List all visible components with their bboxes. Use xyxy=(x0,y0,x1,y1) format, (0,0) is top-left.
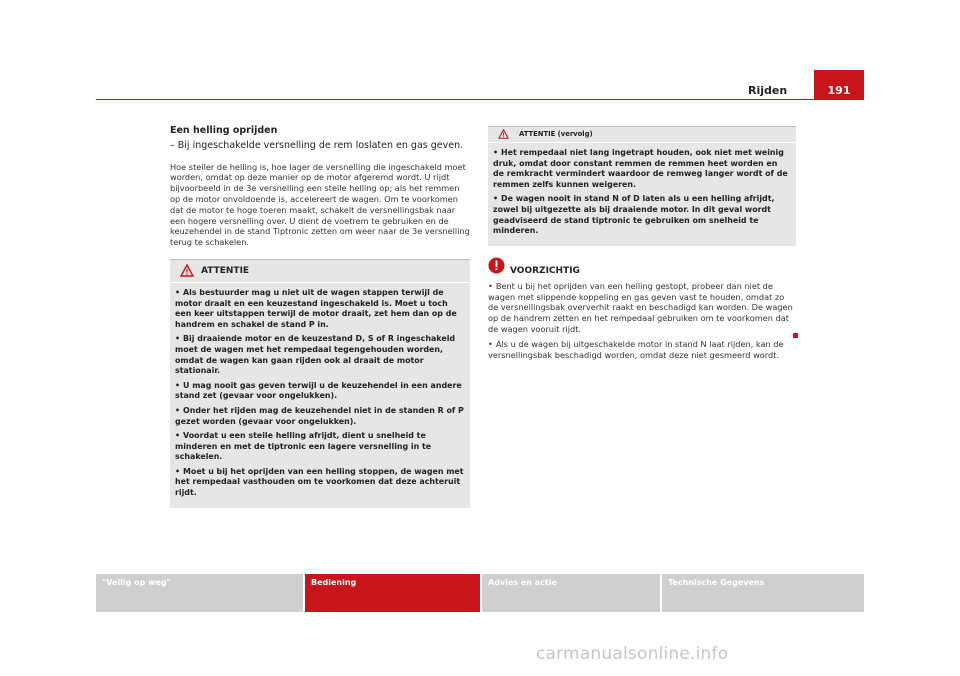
warning-header xyxy=(170,260,470,283)
warning-item xyxy=(175,288,465,330)
bullet-icon: • xyxy=(175,334,181,344)
tab-veilig-op-weg[interactable]: "Veilig op weg" xyxy=(96,574,303,612)
bullet-icon: • xyxy=(175,431,181,441)
warning-continued-box xyxy=(488,126,796,246)
bullet-icon: • xyxy=(488,338,493,349)
warning-item-text: Bij draaiende motor en de keuzestand D, S of R ingeschakeld moet de wagen met het rempedaal tegengehouden worden, omdat de wagen kan gaan rijden ook al draait de motor stationair. xyxy=(175,334,456,376)
caution-item-text: Bent u bij het oprijden van een helling gestopt, probeer dan niet de wagen met slippende koppeling en gas geven vast te houden, omdat zo de versnellingsbak oververhit raakt en beschadigd kan worden. De wagen op de handrem zetten en het rempedaal gebruiken om te voorkomen dat de wagen vooruit rijdt. xyxy=(488,280,793,334)
page-number: 191 xyxy=(814,70,864,100)
bullet-icon: • xyxy=(175,287,181,297)
caution-list xyxy=(488,281,796,361)
warning-item xyxy=(493,148,791,190)
caution-item xyxy=(488,281,796,335)
tab-bediening[interactable]: Bediening xyxy=(305,574,480,612)
left-column xyxy=(170,126,470,508)
body-paragraph: Hoe steiler de helling is, hoe lager de versnelling die ingeschakeld moet worden, omdat op deze manier op de motor afgeremd wordt. U rijdt bijvoorbeeld in de 3e versnelling een steile helling op; als het remmen op de motor onvoldoende is, accelereert de wagen. Om te voorkomen dat de motor te hoge toeren maakt, schakelt de versnellingsbak naar een hogere versnelling over. U dient de voetrem te gebruiken en de keuzehendel in de stand Tiptronic zetten om weer naar de 3e versnelling terug te schakelen. xyxy=(170,161,470,248)
bullet-icon: • xyxy=(175,466,181,476)
bullet-icon: • xyxy=(175,380,181,390)
warning-item xyxy=(175,334,465,376)
warning-list xyxy=(175,288,465,499)
warning-box xyxy=(170,259,470,508)
section-end-mark xyxy=(793,333,798,338)
warning-item xyxy=(175,431,465,463)
warning-continued-title: ATTENTIE (vervolg) xyxy=(519,130,593,138)
watermark: carmanualsonline.info xyxy=(536,644,729,664)
warning-item xyxy=(493,194,791,236)
caution-title: VOORZICHTIG xyxy=(510,265,580,276)
exclamation-circle-icon xyxy=(488,257,505,277)
warning-item-text: U mag nooit gas geven terwijl u de keuzehendel in een andere stand zet (gevaar voor ongelukken). xyxy=(175,380,462,401)
warning-title: ATTENTIE xyxy=(201,265,250,276)
header-rule xyxy=(96,99,864,100)
instruction-line: – Bij ingeschakelde versnelling de rem loslaten en gas geven. xyxy=(170,139,464,151)
warning-triangle-icon xyxy=(498,129,509,142)
bullet-icon: • xyxy=(488,280,493,291)
right-column xyxy=(488,126,796,364)
warning-item-text: Moet u bij het oprijden van een helling stoppen, de wagen met het rempedaal vasthouden om te voorkomen dat deze achteruit rijdt. xyxy=(175,466,464,498)
warning-item-text: Als bestuurder mag u niet uit de wagen stappen terwijl de motor draait en een keuzestand ingeschakeld is. Moet u toch een keer uitstappen terwijl de motor draait, zet hem dan op de handrem en schakel de stand P in. xyxy=(175,287,457,329)
warning-item-text: De wagen nooit in stand N of D laten als u een helling afrijdt, zowel bij uitgezette als bij draaiende motor. In dit geval wordt geadviseerd de stand tiptronic te gebruiken om snelheid te minderen. xyxy=(493,194,775,236)
warning-triangle-icon xyxy=(180,264,194,280)
warning-continued-header xyxy=(488,127,796,143)
warning-item xyxy=(175,406,465,427)
bullet-icon: • xyxy=(175,405,181,415)
warning-continued-list xyxy=(493,148,791,237)
warning-item xyxy=(175,381,465,402)
tab-technische-gegevens[interactable]: Technische Gegevens xyxy=(662,574,864,612)
caution-header xyxy=(488,257,796,277)
warning-item-text: Het rempedaal niet lang ingetrapt houden, ook niet met weinig druk, omdat door constant remmen de remmen heet worden en de remkracht vermindert waardoor de remweg langer wordt of de remmen zelfs kunnen weigeren. xyxy=(493,148,788,189)
warning-item xyxy=(175,467,465,499)
tab-advies-en-actie[interactable]: Advies en actie xyxy=(482,574,660,612)
warning-item-text: Voordat u een steile helling afrijdt, dient u snelheid te minderen en met de tiptronic een lagere versnelling in te schakelen. xyxy=(175,431,432,462)
section-heading: Een helling oprijden xyxy=(170,125,278,136)
bullet-icon: • xyxy=(493,148,499,157)
caution-item xyxy=(488,339,796,361)
bullet-icon: • xyxy=(493,194,499,204)
section-title: Rijden xyxy=(748,84,788,97)
warning-item-text: Onder het rijden mag de keuzehendel niet in de standen R of P gezet worden (gevaar voor ongelukken). xyxy=(175,405,464,426)
caution-item-text: Als u de wagen bij uitgeschakelde motor in stand N laat rijden, kan de versnellingsbak beschadigd worden, omdat deze niet gesmeerd wordt. xyxy=(488,338,784,360)
